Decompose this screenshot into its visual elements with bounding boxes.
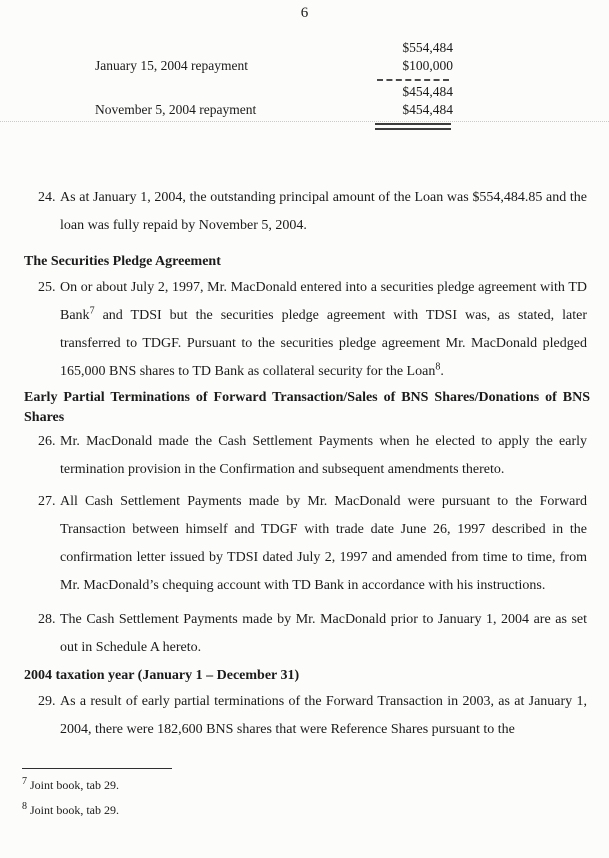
dashed-subtotal-rule	[377, 79, 449, 81]
footnote-ref-8: 8	[435, 361, 441, 373]
table-row	[95, 102, 453, 120]
paragraph-segment: On or about July 2, 1997, Mr. MacDonald entered into a securities pledge agreement with TD Bank	[60, 280, 587, 323]
heading-2004-taxation-year: 2004 taxation year (January 1 – December 31)	[24, 668, 300, 683]
paragraph-text: As at January 1, 2004, the outstanding principal amount of the Loan was $554,484.85 and the loan was fully repaid by November 5, 2004.	[60, 190, 587, 233]
row-amount: $454,484	[402, 84, 453, 99]
paragraph-number: 27.	[38, 494, 56, 509]
scan-artifact-line	[0, 121, 609, 122]
paragraph-segment: and TDSI but the securities pledge agreement with TDSI was, as stated, later transferred to TDGF. Pursuant to the securities pledge agreement Mr. MacDonald pledged 165,000 BNS shares to TD Bank as collateral security for the Loan	[60, 308, 587, 379]
footnote-ref-7: 7	[89, 305, 95, 317]
heading-early-partial-terminations: Early Partial Terminations of Forward Transaction/Sales of BNS Shares/Donations of BNS Shares	[24, 390, 590, 425]
paragraph-segment: .	[440, 364, 444, 379]
footnote-8	[22, 798, 609, 823]
paragraph-number: 28.	[38, 612, 56, 627]
paragraph-28	[38, 606, 587, 662]
row-label: January 15, 2004 repayment	[95, 58, 248, 73]
double-total-rule	[375, 123, 451, 130]
row-label: November 5, 2004 repayment	[95, 102, 257, 117]
paragraph-text: All Cash Settlement Payments made by Mr. MacDonald were pursuant to the Forward Transaction between himself and TDGF with trade date June 26, 1997 described in the confirmation letter issued by TDSI dated July 2, 1997 and amended from time to time, from Mr. MacDonald’s chequing account with TD Bank in accordance with his instructions.	[60, 494, 587, 593]
table-row	[95, 84, 453, 102]
table-row	[95, 58, 453, 76]
paragraph-text	[60, 274, 587, 386]
paragraph-29	[38, 688, 587, 744]
paragraph-26	[38, 428, 587, 484]
repayment-table	[95, 40, 453, 130]
paragraph-number: 29.	[38, 694, 56, 709]
paragraph-text: The Cash Settlement Payments made by Mr. MacDonald prior to January 1, 2004 are as set out in Schedule A hereto.	[60, 612, 587, 655]
row-amount: $454,484	[402, 102, 453, 117]
paragraph-24	[38, 184, 587, 240]
paragraph-number: 24.	[38, 190, 56, 205]
footnote-separator-rule	[22, 768, 172, 769]
paragraph-27	[38, 488, 587, 600]
footnote-text: Joint book, tab 29.	[27, 803, 119, 817]
footnote-text: Joint book, tab 29.	[27, 778, 119, 792]
footnote-marker: 8	[22, 801, 27, 812]
row-amount: $100,000	[402, 58, 453, 73]
page-number: 6	[300, 5, 309, 21]
heading-securities-pledge: The Securities Pledge Agreement	[24, 254, 221, 269]
paragraph-number: 25.	[38, 280, 56, 295]
row-amount: $554,484	[402, 40, 453, 55]
footnote-7	[22, 773, 609, 798]
footnote-marker: 7	[22, 776, 27, 787]
paragraph-25	[38, 274, 587, 386]
paragraph-text: Mr. MacDonald made the Cash Settlement Payments when he elected to apply the early termination provision in the Confirmation and subsequent amendments thereto.	[60, 434, 587, 477]
paragraph-number: 26.	[38, 434, 56, 449]
table-row	[95, 40, 453, 58]
paragraph-text: As a result of early partial terminations of the Forward Transaction in 2003, as at January 1, 2004, there were 182,600 BNS shares that were Reference Shares pursuant to the	[60, 694, 587, 737]
